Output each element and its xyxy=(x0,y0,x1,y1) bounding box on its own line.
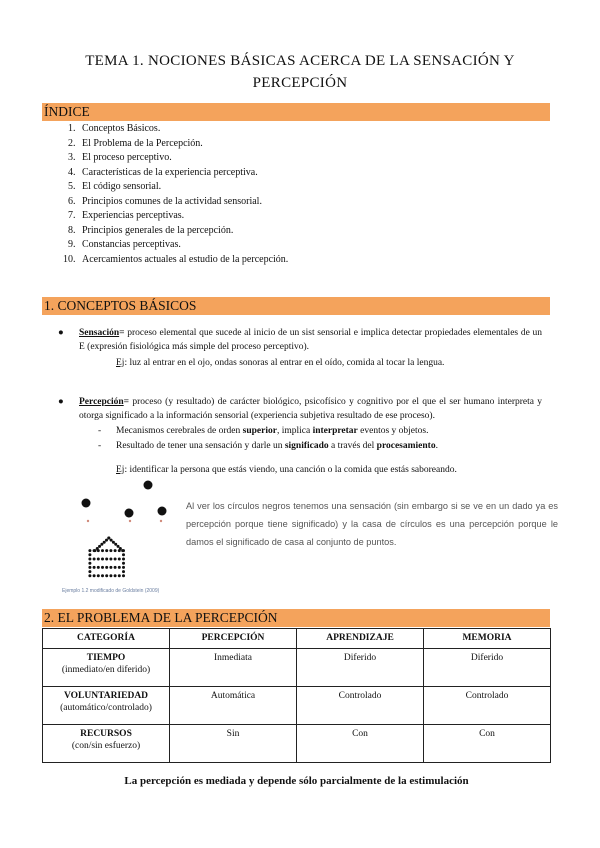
house-dot xyxy=(122,570,125,573)
house-dot xyxy=(101,574,104,577)
section2-heading: 2. EL PROBLEMA DE LA PERCEPCIÓN xyxy=(42,609,550,627)
house-dot xyxy=(105,566,108,569)
example-label: Ej xyxy=(116,358,125,368)
dot-shape xyxy=(125,509,134,518)
house-dot xyxy=(107,537,110,540)
title-line-1: TEMA 1. NOCIONES BÁSICAS ACERCA DE LA SENSACIÓN Y xyxy=(85,53,515,69)
index-item: 7. Experiencias perceptivas. xyxy=(78,209,288,224)
column-header: CATEGORÍA xyxy=(43,629,170,649)
house-dot xyxy=(100,543,103,546)
sensacion-example xyxy=(116,356,444,370)
house-dot xyxy=(105,549,108,552)
column-header: MEMORIA xyxy=(424,629,551,649)
sensacion-definition xyxy=(58,326,542,354)
house-dot xyxy=(118,558,121,561)
house-dot xyxy=(114,558,117,561)
house-dot xyxy=(97,566,100,569)
row-header: RECURSOS (con/sin esfuerzo) xyxy=(43,724,170,762)
house-dot xyxy=(88,549,91,552)
house-dot xyxy=(101,558,104,561)
house-dot xyxy=(109,566,112,569)
house-dot xyxy=(97,549,100,552)
house-dot xyxy=(109,549,112,552)
house-dot xyxy=(122,553,125,556)
dot-shape xyxy=(144,481,153,490)
percepcion-definition xyxy=(58,395,542,423)
index-item: 9. Constancias perceptivas. xyxy=(78,238,288,253)
sensacion-term: Sensación xyxy=(79,328,120,338)
house-dot xyxy=(101,566,104,569)
table-cell: Automática xyxy=(170,686,297,724)
index-item: 3. El proceso perceptivo. xyxy=(78,151,288,166)
sensacion-equals: = xyxy=(119,328,125,338)
house-dot xyxy=(93,566,96,569)
house-dot xyxy=(118,566,121,569)
percepcion-point-1: - Mecanismos cerebrales de orden superior, implica interpretar eventos y objetos. xyxy=(98,426,429,436)
dot-shape xyxy=(82,499,91,508)
example-label: Ej xyxy=(116,465,125,475)
house-dot xyxy=(105,539,108,542)
house-dot xyxy=(114,574,117,577)
comparison-table xyxy=(42,628,551,763)
document-title xyxy=(40,50,560,94)
table-cell: Con xyxy=(424,724,551,762)
house-dot xyxy=(88,566,91,569)
house-dot xyxy=(103,541,106,544)
index-item: 5. El código sensorial. xyxy=(78,180,288,195)
house-dot xyxy=(114,543,117,546)
house-dot xyxy=(97,558,100,561)
house-dot xyxy=(93,558,96,561)
house-dot xyxy=(122,562,125,565)
house-dot xyxy=(101,549,104,552)
bullet-icon: ● xyxy=(58,397,64,407)
house-dot xyxy=(93,574,96,577)
percepcion-text: proceso (y resultado) de carácter biológico, psicofísico y cognitivo por el que el ser humano interpreta y otorga significado a la información sensorial (experiencia subjetiva resultado de ese proceso). xyxy=(79,397,542,421)
table-row xyxy=(43,724,551,762)
percepcion-point-2: - Resultado de tener una sensación y darle un significado a través del procesamiento. xyxy=(98,441,438,451)
table-cell: Controlado xyxy=(297,686,424,724)
house-dot xyxy=(117,545,120,548)
table-cell: Con xyxy=(297,724,424,762)
house-dot xyxy=(118,574,121,577)
house-dot xyxy=(112,541,115,544)
house-dot xyxy=(88,570,91,573)
house-dot xyxy=(110,539,113,542)
table-cell: Sin xyxy=(170,724,297,762)
house-dot xyxy=(109,574,112,577)
house-dot xyxy=(114,549,117,552)
house-dot xyxy=(122,566,125,569)
house-dot xyxy=(88,562,91,565)
index-item: 4. Características de la experiencia perceptiva. xyxy=(78,166,288,181)
house-dot xyxy=(109,558,112,561)
house-of-dots xyxy=(88,537,125,578)
index-item: 10. Acercamientos actuales al estudio de la percepción. xyxy=(78,253,288,268)
column-header: PERCEPCIÓN xyxy=(170,629,297,649)
house-dot xyxy=(88,558,91,561)
house-dot xyxy=(88,574,91,577)
house-dot xyxy=(88,553,91,556)
table-row xyxy=(43,686,551,724)
table-cell: Diferido xyxy=(297,648,424,686)
house-dot xyxy=(122,549,125,552)
figure-caption: Al ver los círculos negros tenemos una sensación (sin embargo si se ve en un dado ya es percepción porque tiene significado) y la casa de círculos es una percepción porque le damos el significado de casa al conjunto de puntos. xyxy=(186,501,558,547)
index-heading: ÍNDICE xyxy=(42,103,550,121)
index-item: 8. Principios generales de la percepción. xyxy=(78,224,288,239)
table-row xyxy=(43,648,551,686)
row-header: VOLUNTARIEDAD (automático/controlado) xyxy=(43,686,170,724)
index-item: 6. Principios comunes de la actividad sensorial. xyxy=(78,195,288,210)
house-dot xyxy=(98,545,101,548)
table-cell: Diferido xyxy=(424,648,551,686)
index-list xyxy=(42,122,288,267)
house-dot xyxy=(114,566,117,569)
title-line-2: PERCEPCIÓN xyxy=(252,75,348,91)
house-dot xyxy=(122,574,125,577)
house-dot xyxy=(105,558,108,561)
table-header-row xyxy=(43,629,551,649)
bullet-icon: ● xyxy=(58,328,64,338)
section1-heading: 1. CONCEPTOS BÁSICOS xyxy=(42,297,550,315)
conclusion-text: La percepción es mediada y depende sólo parcialmente de la estimulación xyxy=(124,775,469,787)
index-item: 2. El Problema de la Percepción. xyxy=(78,137,288,152)
dot-shape xyxy=(158,507,167,516)
percepcion-example xyxy=(116,463,457,477)
house-dot xyxy=(105,574,108,577)
example-text: : identificar la persona que estás viendo, una canción o la comida que estás saboreando. xyxy=(124,465,457,475)
table-cell: Controlado xyxy=(424,686,551,724)
table-cell: Inmediata xyxy=(170,648,297,686)
house-dot xyxy=(97,574,100,577)
index-item: 1. Conceptos Básicos. xyxy=(78,122,288,137)
house-dot xyxy=(93,549,96,552)
example-text: : luz al entrar en el ojo, ondas sonoras al entrar en el oído, comida al tocar la lengua. xyxy=(124,358,445,368)
figure-source: Ejemplo 1.2 modificado de Goldstein (2009) xyxy=(62,588,160,594)
house-dot xyxy=(122,558,125,561)
sensacion-text: proceso elemental que sucede al inicio de un sist sensorial e implica detectar propiedades elementales de un E (expresión fisiológica más simple del proceso perceptivo). xyxy=(79,328,542,352)
percepcion-equals: = xyxy=(123,397,130,407)
dots-figure xyxy=(70,478,190,578)
column-header: APRENDIZAJE xyxy=(297,629,424,649)
row-header: TIEMPO (inmediato/en diferido) xyxy=(43,648,170,686)
percepcion-term: Percepción xyxy=(79,397,124,407)
house-dot xyxy=(118,549,121,552)
